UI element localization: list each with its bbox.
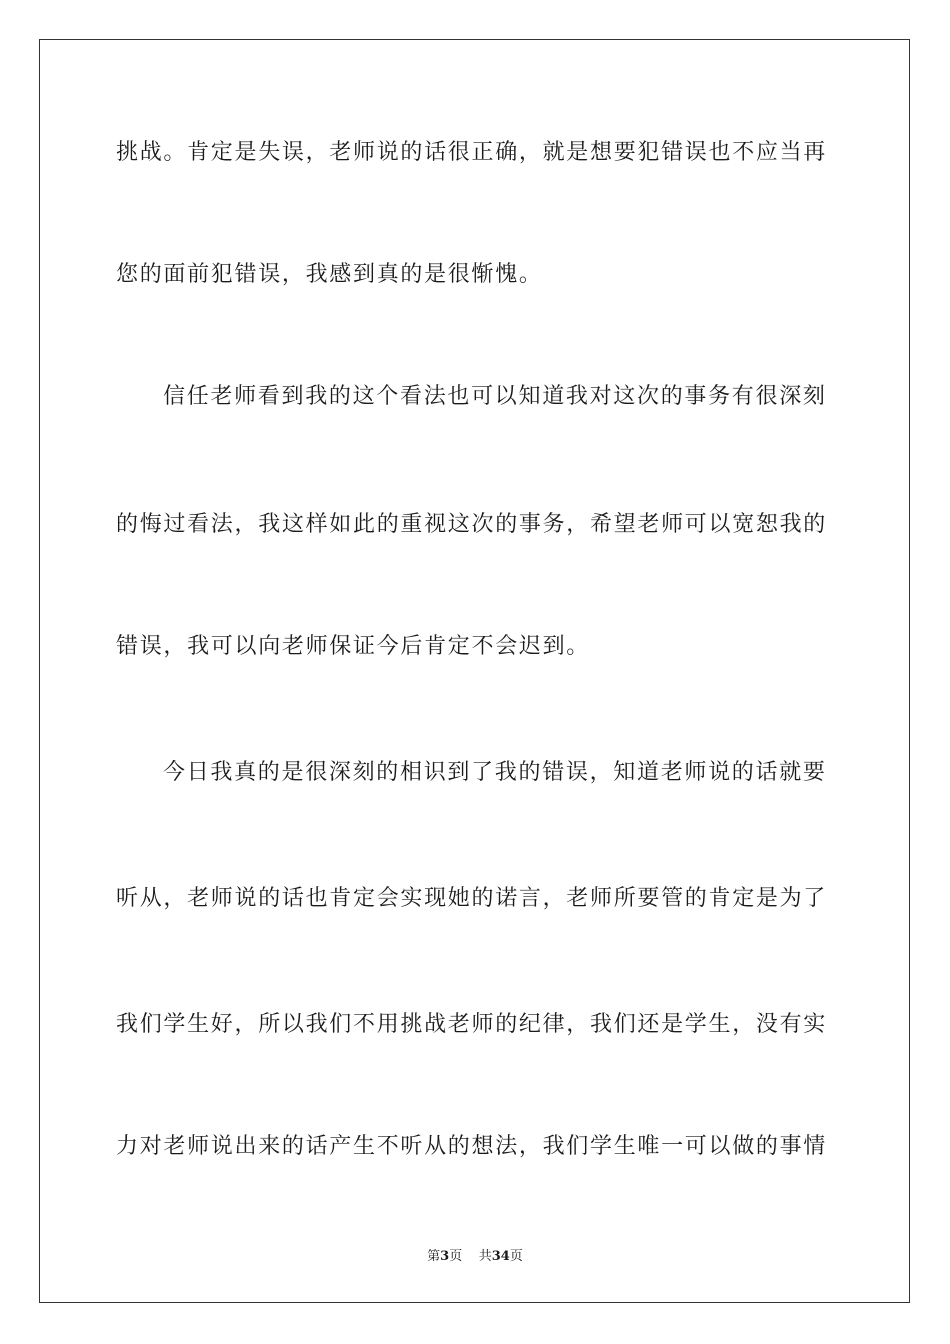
page-total-suffix: 页 — [509, 1249, 523, 1264]
body-line-5: 错误，我可以向老师保证今后肯定不会迟到。 — [116, 634, 591, 659]
body-line-7: 听从，老师说的话也肯定会实现她的诺言，老师所要管的肯定是为了 — [116, 886, 828, 911]
body-line-6: 今日我真的是很深刻的相识到了我的错误，知道老师说的话就要 — [163, 760, 827, 785]
page-footer — [0, 1248, 950, 1266]
page-number-current: 3 — [440, 1249, 450, 1264]
body-line-2: 您的面前犯错误，我感到真的是很惭愧。 — [116, 262, 543, 287]
page-total-count: 34 — [491, 1249, 510, 1264]
page-number-suffix: 页 — [449, 1249, 463, 1264]
body-line-3: 信任老师看到我的这个看法也可以知道我对这次的事务有很深刻 — [163, 384, 827, 409]
body-line-4: 的悔过看法，我这样如此的重视这次的事务，希望老师可以宽恕我的 — [116, 512, 828, 537]
page-total-prefix: 共 — [478, 1249, 492, 1264]
page-border — [39, 39, 910, 1303]
page-number-prefix: 第 — [427, 1249, 441, 1264]
footer-spacer — [462, 1249, 479, 1264]
body-line-9: 力对老师说出来的话产生不听从的想法，我们学生唯一可以做的事情 — [116, 1134, 828, 1159]
body-line-1: 挑战。肯定是失误，老师说的话很正确，就是想要犯错误也不应当再 — [116, 140, 828, 165]
body-line-8: 我们学生好，所以我们不用挑战老师的纪律，我们还是学生，没有实 — [116, 1012, 828, 1037]
